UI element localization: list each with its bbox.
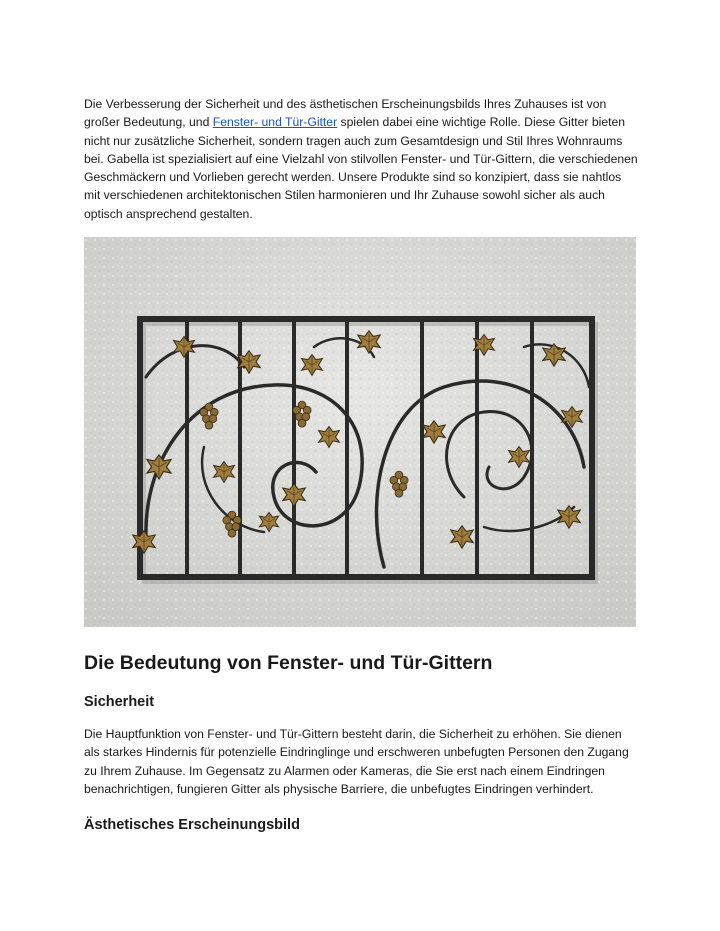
document-page xyxy=(84,95,640,834)
security-paragraph: Die Hauptfunktion von Fenster- und Tür-Gittern besteht darin, die Sicherheit zu erhöhen. Sie dienen als starkes Hindernis für potenzielle Eindringlinge und erschweren unbefugten Personen den Zugang zu Ihrem Zuhause. Im Gegensatz zu Alarmen oder Kameras, die Sie erst nach einem Eindringen benachrichtigen, fungieren Gitter als physische Barriere, die unbefugtes Eindringen verhindert. xyxy=(84,727,629,796)
fenster-tuer-gitter-link[interactable]: Fenster- und Tür-Gitter xyxy=(212,115,338,130)
main-heading: Die Bedeutung von Fenster- und Tür-Gittern xyxy=(84,652,493,675)
intro-paragraph xyxy=(84,95,640,223)
heading-security: Sicherheit xyxy=(84,694,155,711)
heading-aesthetic: Ästhetisches Erscheinungsbild xyxy=(84,817,300,834)
intro-text-start: Die Verbesserung der Sicherheit und des ästhetischen Erscheinungsbilds Ihres Zuhauses ist von großer Bedeutung, und xyxy=(84,97,607,130)
window-grille-photo xyxy=(84,237,636,627)
intro-text-end: spielen dabei eine wichtige Rolle. Diese Gitter bieten nicht nur zusätzliche Sicherheit, sondern tragen auch zum Gesamtdesign und Stil Ihres Wohnraums bei. Gabella ist spezialisiert auf eine Vielzahl von stilvollen Fenster- und Tür-Gittern, die verschiedenen Geschmäckern und Vorlieben gerecht werden. Unsere Produkte sind so konzipiert, dass sie nahtlos mit verschiedenen architektonischen Stilen harmonieren und Ihr Zuhause sowohl sicher als auch optisch ansprechend gestalten. xyxy=(84,115,638,221)
